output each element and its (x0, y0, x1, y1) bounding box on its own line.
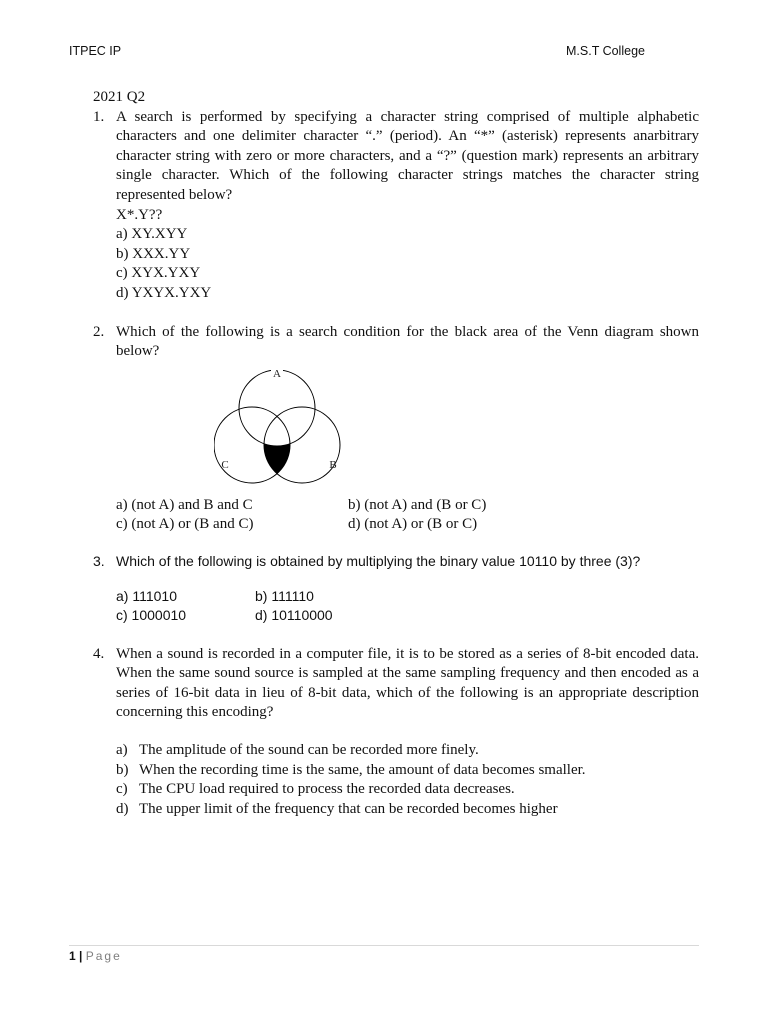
footer-separator: | (79, 949, 83, 963)
option-d (116, 800, 699, 820)
question-text: Which of the following is a search condition for the black area of the Venn diagram shown below? (116, 323, 699, 360)
page-footer (69, 949, 122, 963)
page-number: 1 (69, 949, 76, 963)
venn-circle-a (239, 367, 315, 446)
venn-label-c: C (221, 458, 229, 471)
page-word: Page (85, 949, 122, 963)
question-1 (93, 108, 699, 304)
footer-divider (69, 945, 699, 946)
option-a: a) 111010 (116, 587, 177, 604)
option-a: a) (not A) and B and C (116, 496, 253, 513)
option-label: b) (116, 761, 129, 778)
option-a (116, 741, 699, 761)
question-number: 1. (93, 108, 105, 125)
option-c (116, 780, 699, 800)
document-body (93, 88, 699, 819)
option-c: c) XYX.YXY (116, 265, 201, 282)
question-text: When a sound is recorded in a computer file, it is to be stored as a series of 8-bit encoded data. When the same sound source is sampled at the same sampling frequency and then encoded as a series of 16-bit data in lieu of 8-bit data, which of the following is an appropriate description concerning this encoding? (116, 645, 699, 721)
option-label: a) (116, 742, 128, 759)
options-grid (116, 587, 699, 626)
option-d: d) 10110000 (255, 607, 333, 624)
question-2 (93, 323, 699, 535)
year-label: 2021 Q2 (93, 89, 146, 105)
option-b: b) 111110 (255, 587, 314, 604)
question-number: 2. (93, 323, 105, 340)
option-c: c) (not A) or (B and C) (116, 516, 254, 533)
option-text: The CPU load required to process the recorded data decreases. (139, 781, 515, 798)
options-list (116, 741, 699, 819)
option-text: When the recording time is the same, the amount of data becomes smaller. (139, 761, 586, 778)
header-left-text: ITPEC IP (69, 44, 122, 58)
option-d: d) (not A) or (B or C) (348, 516, 478, 533)
option-label: d) (116, 800, 129, 817)
option-b (116, 761, 699, 781)
option-b: b) (not A) and (B or C) (348, 496, 487, 513)
question-number: 3. (93, 552, 105, 569)
question-4 (93, 645, 699, 820)
venn-diagram (214, 368, 344, 488)
option-text: The upper limit of the frequency that can be recorded becomes higher (139, 800, 558, 817)
option-b: b) XXX.YY (116, 245, 191, 262)
search-pattern: X*.Y?? (116, 206, 163, 223)
question-text: Which of the following is obtained by multiplying the binary value 10110 by three (3)? (116, 552, 641, 569)
question-number: 4. (93, 645, 105, 662)
option-d: d) YXYX.YXY (116, 284, 212, 301)
question-3 (93, 552, 699, 626)
header-right-text: M.S.T College (566, 44, 645, 58)
option-a: a) XY.XYY (116, 226, 188, 243)
venn-label-a: A (273, 367, 281, 380)
question-text: A search is performed by specifying a character string comprised of multiple alphabetic characters and one delimiter character “.” (period). An “*” (asterisk) represents anarbitrary character string with zero or more characters, and a “?” (question mark) represents an arbitrary single character. Which of the following character strings matches the character string represented below? (116, 108, 699, 203)
venn-label-b: B (329, 458, 337, 471)
option-text: The amplitude of the sound can be recorded more finely. (139, 742, 479, 759)
option-label: c) (116, 781, 128, 798)
options-grid (116, 496, 699, 535)
option-c: c) 1000010 (116, 607, 187, 624)
